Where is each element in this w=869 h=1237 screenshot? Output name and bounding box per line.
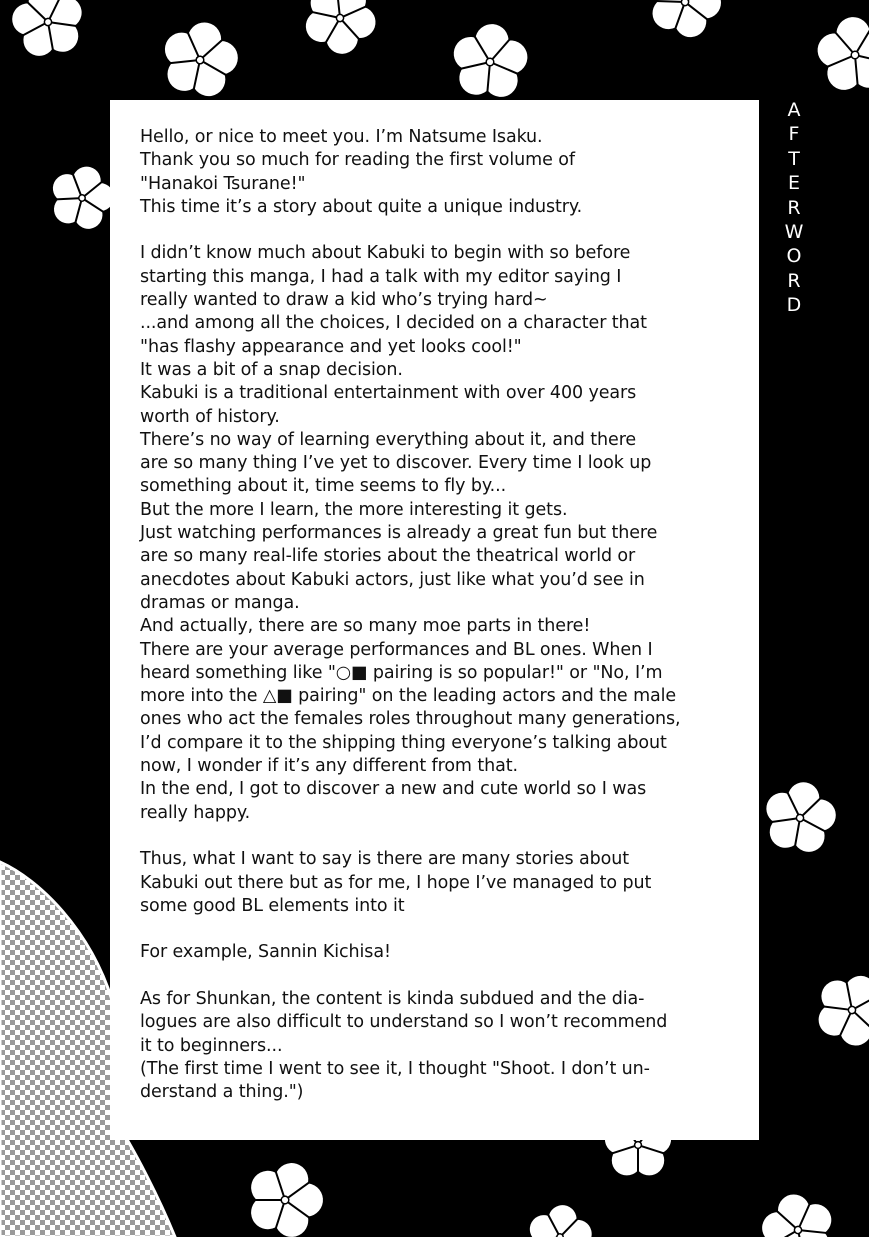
title-letter: F bbox=[788, 123, 800, 146]
note-line: Kabuki is a traditional entertainment with over 400 years bbox=[140, 383, 637, 404]
note-line: it to beginners... bbox=[140, 1035, 283, 1056]
note-line: worth of history. bbox=[140, 406, 280, 427]
note-line: anecdotes about Kabuki actors, just like what you’d see in bbox=[140, 569, 645, 590]
paragraph-gap bbox=[140, 965, 735, 988]
title-letter: T bbox=[788, 147, 800, 170]
note-line: There’s no way of learning everything about it, and there bbox=[140, 429, 637, 450]
note-line: Hello, or nice to meet you. I’m Natsume Isaku. bbox=[140, 127, 543, 147]
afterword-vertical-title bbox=[780, 98, 808, 318]
note-line: are so many real-life stories about the theatrical world or bbox=[140, 546, 636, 567]
note-paragraph bbox=[140, 848, 735, 918]
note-line: "has flashy appearance and yet looks cool!" bbox=[140, 336, 522, 357]
note-line: "Hanakoi Tsurane!" bbox=[140, 173, 306, 194]
note-line: Just watching performances is already a great fun but there bbox=[140, 523, 658, 544]
note-line: There are your average performances and BL ones. When I bbox=[140, 639, 653, 660]
title-letter: A bbox=[787, 99, 801, 121]
note-paragraph bbox=[140, 242, 735, 824]
note-line: really wanted to draw a kid who’s trying hard~ bbox=[140, 290, 548, 311]
note-line: It was a bit of a snap decision. bbox=[140, 359, 403, 380]
note-line: now, I wonder if it’s any different from that. bbox=[140, 756, 518, 777]
note-line: dramas or manga. bbox=[140, 592, 300, 613]
title-letter: E bbox=[787, 172, 800, 195]
note-line: And actually, there are so many moe parts in there! bbox=[140, 616, 591, 637]
note-line: I didn’t know much about Kabuki to begin with so before bbox=[140, 243, 631, 264]
note-line: (The first time I went to see it, I thought "Shoot. I don’t un- bbox=[140, 1058, 650, 1079]
paragraph-gap bbox=[140, 825, 735, 848]
note-line: are so many thing I’ve yet to discover. Every time I look up bbox=[140, 453, 652, 474]
note-paragraph bbox=[140, 941, 735, 964]
note-line: In the end, I got to discover a new and cute world so I was bbox=[140, 779, 647, 800]
paragraph-gap bbox=[140, 219, 735, 242]
title-letter: D bbox=[786, 294, 802, 317]
note-line: more into the △■ pairing" on the leading actors and the male bbox=[140, 686, 677, 707]
note-line: Kabuki out there but as for me, I hope I’ve managed to put bbox=[140, 872, 652, 893]
note-line: Thank you so much for reading the first volume of bbox=[140, 150, 575, 171]
note-line: logues are also difficult to understand so I won’t recommend bbox=[140, 1012, 668, 1033]
note-line: something about it, time seems to fly by... bbox=[140, 476, 507, 497]
note-line: As for Shunkan, the content is kinda subdued and the dia- bbox=[140, 988, 645, 1009]
note-paragraph bbox=[140, 988, 735, 1104]
note-line: some good BL elements into it bbox=[140, 895, 405, 916]
title-letter: W bbox=[784, 221, 804, 244]
note-line: For example, Sannin Kichisa! bbox=[140, 942, 391, 963]
note-paragraph bbox=[140, 126, 735, 219]
note-line: Thus, what I want to say is there are many stories about bbox=[140, 849, 629, 870]
note-line: I’d compare it to the shipping thing everyone’s talking about bbox=[140, 732, 667, 753]
note-line: ...and among all the choices, I decided on a character that bbox=[140, 313, 647, 334]
note-line: ones who act the females roles throughout many generations, bbox=[140, 709, 681, 730]
note-line: This time it’s a story about quite a unique industry. bbox=[140, 196, 583, 217]
title-letter: R bbox=[787, 196, 801, 219]
note-line: starting this manga, I had a talk with my editor saying I bbox=[140, 266, 622, 287]
afterword-note-panel bbox=[110, 100, 759, 1140]
title-letter: O bbox=[786, 245, 802, 268]
note-line: heard something like "○■ pairing is so popular!" or "No, I’m bbox=[140, 662, 663, 683]
paragraph-gap bbox=[140, 918, 735, 941]
note-line: really happy. bbox=[140, 802, 251, 823]
note-line: derstand a thing.") bbox=[140, 1082, 304, 1103]
title-letter: R bbox=[787, 269, 801, 292]
note-line: But the more I learn, the more interesting it gets. bbox=[140, 499, 568, 520]
